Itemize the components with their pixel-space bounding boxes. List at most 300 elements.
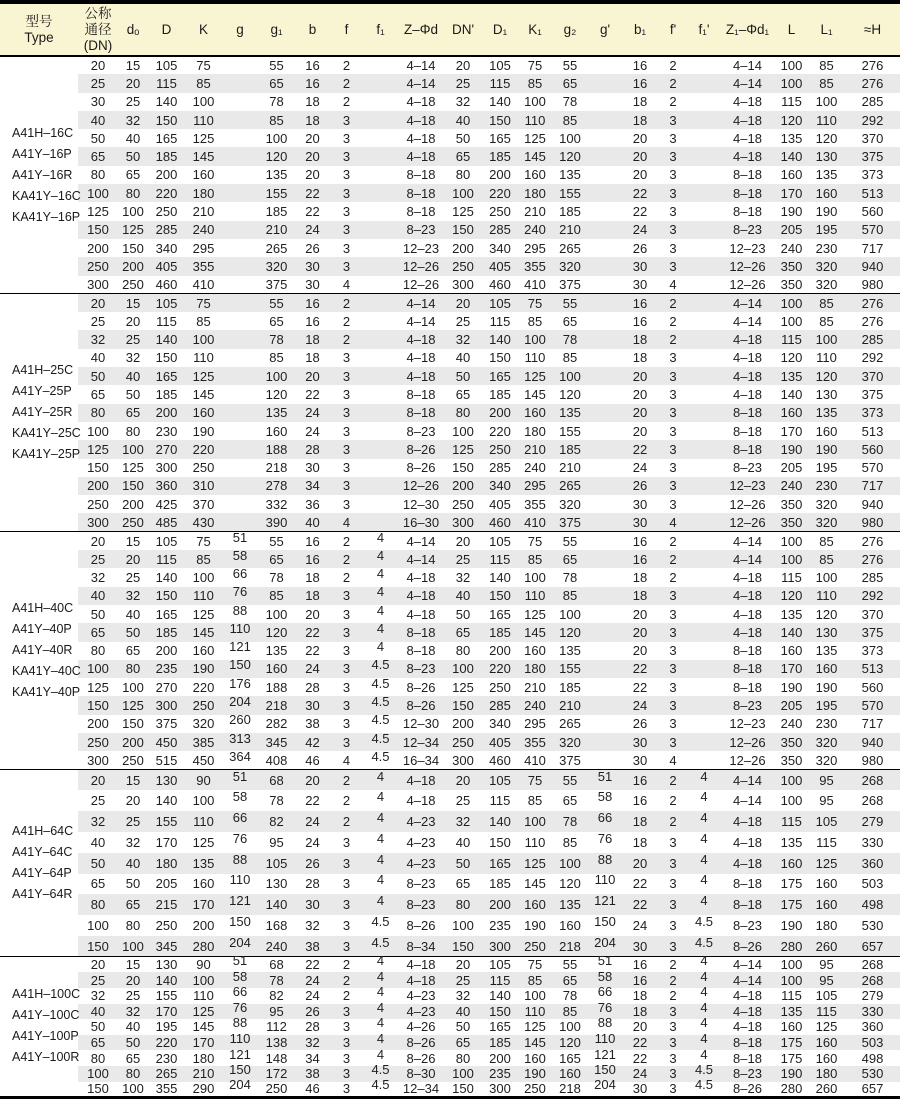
cell: 3 (330, 367, 363, 385)
cell: 155 (552, 660, 588, 678)
cell: 100 (452, 918, 474, 934)
cell: 200 (87, 240, 109, 256)
cell: 3 (658, 221, 688, 239)
cell: 350 (775, 257, 808, 275)
cell: 76 (222, 587, 258, 605)
cell: 150 (78, 696, 118, 714)
type-labels (0, 957, 81, 1097)
cell: 3 (658, 257, 688, 275)
cell: 140 (155, 94, 178, 110)
cell: 16 (622, 74, 658, 92)
cell: 355 (155, 1081, 178, 1097)
cell: 4–18 (406, 957, 436, 973)
cell: 3 (669, 350, 677, 366)
cell: 190 (518, 1066, 552, 1082)
cell: 8–23 (398, 221, 444, 239)
cell: 18 (305, 94, 320, 110)
cell: 160 (524, 643, 546, 659)
cell: 80 (444, 894, 482, 915)
cell: 165 (489, 1019, 511, 1035)
cell: 170 (185, 1035, 222, 1051)
cell: 85 (562, 350, 578, 366)
cell: 135 (780, 130, 803, 146)
cell: 100 (122, 204, 144, 220)
cell: 3 (669, 1050, 677, 1066)
cell: 58 (597, 789, 613, 805)
cell: 65 (562, 313, 578, 329)
cell: 3 (342, 460, 351, 476)
cell: 408 (265, 752, 288, 768)
table-row (0, 988, 900, 1004)
cell: 405 (148, 257, 185, 275)
cell: 185 (559, 679, 581, 695)
cell: 320 (258, 257, 295, 275)
table-row (0, 147, 900, 165)
cell: 46 (305, 752, 320, 768)
cell: 115 (775, 811, 808, 832)
cell: 125 (185, 367, 222, 385)
cell: 8–18 (733, 876, 762, 892)
cell: 340 (155, 240, 178, 256)
cell: 4–18 (398, 770, 444, 791)
col-header-H: ≈H (845, 2, 900, 56)
cell: 125 (118, 221, 148, 239)
cell: 25 (90, 793, 106, 809)
cell: 65 (552, 972, 588, 988)
cell: 38 (295, 936, 330, 957)
cell (222, 495, 258, 513)
cell: 3 (342, 1050, 351, 1066)
cell: 8–18 (406, 386, 436, 402)
cell: 355 (185, 257, 222, 275)
cell: 16 (295, 294, 330, 312)
cell: 76 (588, 1004, 622, 1020)
cell: 22 (632, 876, 648, 892)
cell: 135 (815, 643, 838, 659)
cell: 717 (861, 716, 884, 732)
cell: 51 (232, 953, 248, 969)
cell: 65 (444, 147, 482, 165)
type-label: KA41Y–40P (12, 685, 81, 700)
cell: 3 (330, 936, 363, 957)
cell: 16 (632, 957, 648, 973)
cell (363, 495, 398, 513)
cell: 250 (452, 496, 474, 512)
cell: 130 (265, 876, 288, 892)
cell: 100 (122, 679, 144, 695)
cell: 717 (861, 240, 884, 256)
cell: 320 (552, 733, 588, 751)
type-labels (0, 294, 81, 532)
cell: 16 (295, 550, 330, 568)
cell: 75 (185, 294, 222, 312)
cell: 50 (444, 853, 482, 874)
cell: 18 (632, 569, 648, 585)
cell: 20 (295, 367, 330, 385)
table-row (0, 166, 900, 184)
cell: 3 (658, 1004, 688, 1020)
cell (588, 202, 622, 220)
cell: 200 (87, 716, 109, 732)
cell: 32 (90, 988, 106, 1004)
cell: 4 (688, 1004, 720, 1020)
cell: 160 (524, 167, 546, 183)
col-header-f1: f₁ (363, 2, 398, 56)
cell: 4 (376, 953, 385, 969)
cell: 135 (559, 167, 581, 183)
cell: 332 (265, 496, 288, 512)
cell: 513 (845, 184, 900, 202)
col-header-f1-prime: f₁' (688, 2, 720, 56)
cell: 498 (845, 894, 900, 915)
cell: 110 (229, 872, 251, 888)
cell: 125 (87, 204, 109, 220)
cell: 4–23 (406, 988, 436, 1004)
cell: 160 (192, 876, 215, 892)
cell: 285 (861, 94, 884, 110)
table-row (0, 202, 900, 220)
cell: 260 (808, 936, 845, 957)
cell: 235 (148, 660, 185, 678)
cell (688, 202, 720, 220)
cell: 160 (518, 404, 552, 422)
cell: 115 (781, 94, 802, 110)
cell: 320 (808, 257, 845, 275)
cell: 3 (330, 660, 363, 678)
cell: 205 (155, 876, 178, 892)
cell: 405 (482, 733, 518, 751)
cell (688, 422, 720, 440)
cell: 980 (861, 752, 884, 768)
cell (588, 257, 622, 275)
cell (688, 111, 720, 129)
cell: 115 (775, 330, 808, 348)
cell: 240 (780, 240, 803, 256)
table-row (0, 1050, 900, 1066)
cell: 8–18 (406, 643, 436, 659)
type-label: A41Y–25P (12, 384, 72, 399)
cell: 105 (155, 58, 178, 74)
col-header-K: K (185, 2, 222, 56)
cell: 100 (815, 569, 838, 585)
cell: 12–26 (720, 513, 775, 531)
cell: 65 (90, 876, 106, 892)
cell: 4 (363, 623, 398, 641)
cell: 4 (688, 770, 720, 791)
cell: 12–23 (729, 716, 766, 732)
cell: 513 (845, 660, 900, 678)
cell: 3 (669, 834, 677, 850)
cell: 90 (196, 957, 211, 973)
table-row (0, 349, 900, 367)
cell: 250 (155, 918, 178, 934)
cell: 100 (775, 770, 808, 791)
cell: 16 (305, 58, 320, 74)
cell: 115 (808, 1004, 845, 1020)
cell: 78 (562, 569, 578, 585)
cell: 75 (518, 770, 552, 791)
cell: 20 (632, 1019, 648, 1035)
table-row (0, 642, 900, 660)
cell: 100 (780, 533, 803, 549)
cell: 155 (559, 423, 581, 439)
cell: 88 (232, 602, 248, 618)
cell: 30 (622, 513, 658, 531)
cell: 155 (258, 184, 295, 202)
cell: 8–26 (398, 1035, 444, 1051)
cell: 100 (258, 367, 295, 385)
cell: 4 (363, 587, 398, 605)
cell: 20 (622, 147, 658, 165)
cell (222, 404, 258, 422)
cell: 2 (658, 770, 688, 791)
cell: 18 (632, 94, 648, 110)
cell: 100 (185, 330, 222, 348)
cell (222, 257, 258, 275)
cell: 4 (363, 894, 398, 915)
cell: 4–18 (733, 606, 762, 622)
cell: 65 (258, 550, 295, 568)
cell: 8–18 (733, 167, 762, 183)
cell: 570 (845, 696, 900, 714)
cell: 160 (808, 1035, 845, 1051)
cell: 20 (444, 294, 482, 312)
cell: 345 (258, 733, 295, 751)
cell: 279 (861, 988, 884, 1004)
cell: 240 (518, 221, 552, 239)
cell: 78 (552, 330, 588, 348)
cell: 2 (658, 972, 688, 988)
cell: 210 (559, 460, 581, 476)
cell: 190 (192, 423, 215, 439)
cell: 24 (295, 404, 330, 422)
type-label: KA41Y–25P (12, 447, 81, 462)
dn-header-l3: (DN) (83, 37, 113, 53)
cell: 204 (222, 696, 258, 714)
table-row (0, 74, 900, 92)
cell: 65 (552, 74, 588, 92)
cell: 4 (688, 853, 720, 874)
cell: 20 (632, 386, 648, 402)
cell: 3 (330, 477, 363, 495)
cell: 205 (780, 460, 803, 476)
cell: 4 (376, 639, 385, 655)
cell: 30 (622, 733, 658, 751)
cell (363, 166, 398, 184)
cell: 410 (192, 276, 215, 292)
table-row (0, 495, 900, 513)
cell: 3 (342, 167, 351, 183)
cell: 12–26 (720, 733, 775, 751)
cell: 2 (669, 94, 677, 110)
cell: 3 (342, 606, 351, 622)
cell: 125 (524, 606, 546, 622)
cell: 300 (482, 936, 518, 957)
cell: 3 (669, 423, 677, 439)
cell: 4.5 (694, 914, 714, 930)
cell: 220 (148, 1035, 185, 1051)
cell: 190 (775, 440, 808, 458)
cell: 3 (330, 853, 363, 874)
cell: 55 (562, 957, 578, 973)
cell: 450 (148, 733, 185, 751)
cell: 4–23 (398, 811, 444, 832)
cell: 3 (669, 679, 677, 695)
cell: 3 (669, 167, 677, 183)
cell: 50 (455, 1019, 471, 1035)
type-label: A41Y–16R (12, 167, 73, 182)
cell: 2 (342, 988, 351, 1004)
cell: 220 (192, 679, 215, 695)
cell: 66 (222, 811, 258, 832)
cell: 560 (861, 679, 884, 695)
cell: 250 (122, 276, 144, 292)
cell: 4–14 (406, 313, 436, 329)
cell: 4.5 (363, 733, 398, 751)
cell: 20 (118, 550, 148, 568)
cell: 12–23 (720, 477, 775, 495)
cell: 180 (518, 184, 552, 202)
table-row (0, 56, 900, 74)
cell: 3 (669, 240, 677, 256)
cell: 4–14 (733, 313, 762, 329)
cell (222, 239, 258, 257)
cell: 270 (148, 440, 185, 458)
cell: 145 (185, 147, 222, 165)
cell (688, 56, 720, 74)
cell: 40 (444, 587, 482, 605)
cell: 100 (118, 936, 148, 957)
cell: 95 (258, 1004, 295, 1020)
cell: 66 (597, 984, 613, 1000)
cell: 2 (658, 330, 688, 348)
cell: 8–23 (398, 894, 444, 915)
cell: 3 (658, 147, 688, 165)
cell: 220 (185, 440, 222, 458)
cell: 4 (688, 894, 720, 915)
cell: 3 (658, 623, 688, 641)
cell: 4 (700, 872, 708, 888)
cell (688, 404, 720, 422)
cell: 4–14 (398, 294, 444, 312)
cell: 240 (258, 936, 295, 957)
cell: 8–30 (398, 1066, 444, 1082)
cell: 160 (192, 167, 215, 183)
cell: 55 (552, 294, 588, 312)
cell: 220 (482, 184, 518, 202)
cell: 26 (305, 240, 320, 256)
cell: 4–18 (406, 130, 436, 146)
cell: 110 (185, 111, 222, 129)
cell (588, 715, 622, 733)
cell: 75 (527, 58, 543, 74)
cell: 185 (155, 386, 178, 402)
cell: 204 (229, 1077, 251, 1093)
cell: 75 (527, 533, 543, 549)
cell: 4–18 (398, 330, 444, 348)
cell: 4–18 (720, 587, 775, 605)
cell: 3 (342, 423, 351, 439)
table-row (0, 587, 900, 605)
cell: 76 (222, 1004, 258, 1020)
cell: 2 (330, 294, 363, 312)
cell: 190 (815, 679, 838, 695)
cell: 85 (808, 74, 845, 92)
cell (688, 349, 720, 367)
cell: 32 (125, 834, 141, 850)
cell: 375 (845, 623, 900, 641)
cell: 25 (125, 94, 141, 110)
cell: 364 (229, 748, 251, 764)
cell: 4–18 (406, 94, 436, 110)
cell: 292 (845, 111, 900, 129)
cell: 360 (845, 853, 900, 874)
cell: 285 (148, 221, 185, 239)
cell (222, 202, 258, 220)
cell (222, 422, 258, 440)
cell: 4–18 (733, 386, 762, 402)
cell: 140 (775, 147, 808, 165)
cell: 3 (658, 477, 688, 495)
cell (588, 422, 622, 440)
cell: 170 (780, 423, 803, 439)
cell: 100 (808, 330, 845, 348)
cell: 12–23 (402, 240, 440, 256)
cell: 18 (632, 350, 648, 366)
type-labels (0, 532, 81, 770)
cell (688, 568, 720, 586)
table-row (0, 477, 900, 495)
cell: 145 (524, 876, 546, 892)
cell: 20 (622, 367, 658, 385)
cell: 51 (232, 529, 248, 545)
cell: 4–18 (398, 367, 444, 385)
cell: 285 (861, 569, 884, 585)
cell: 210 (258, 221, 295, 239)
cell: 185 (482, 1035, 518, 1051)
cell: 176 (229, 675, 251, 691)
cell (688, 459, 720, 477)
cell: 717 (845, 477, 900, 495)
table-row (0, 568, 900, 586)
cell: 22 (632, 679, 648, 695)
cell: 80 (455, 167, 471, 183)
cell: 4 (669, 752, 677, 768)
col-header-g1: g₁ (258, 2, 295, 56)
cell: 3 (658, 184, 688, 202)
cell (688, 367, 720, 385)
type-labels (0, 56, 81, 294)
cell: 313 (222, 733, 258, 751)
cell: 268 (861, 957, 884, 973)
cell: 22 (622, 1035, 658, 1051)
cell: 22 (622, 184, 658, 202)
cell: 485 (148, 513, 185, 531)
cell (588, 404, 622, 422)
cell: 200 (482, 894, 518, 915)
cell: 125 (452, 679, 474, 695)
cell: 165 (148, 367, 185, 385)
cell: 3 (669, 918, 677, 934)
cell: 100 (122, 1081, 144, 1097)
cell: 8–18 (398, 404, 444, 422)
cell: 50 (125, 386, 141, 402)
cell: 425 (155, 496, 178, 512)
cell: 3 (658, 1035, 688, 1051)
cell: 3 (669, 606, 677, 622)
cell: 170 (148, 1004, 185, 1020)
cell: 100 (87, 918, 109, 934)
